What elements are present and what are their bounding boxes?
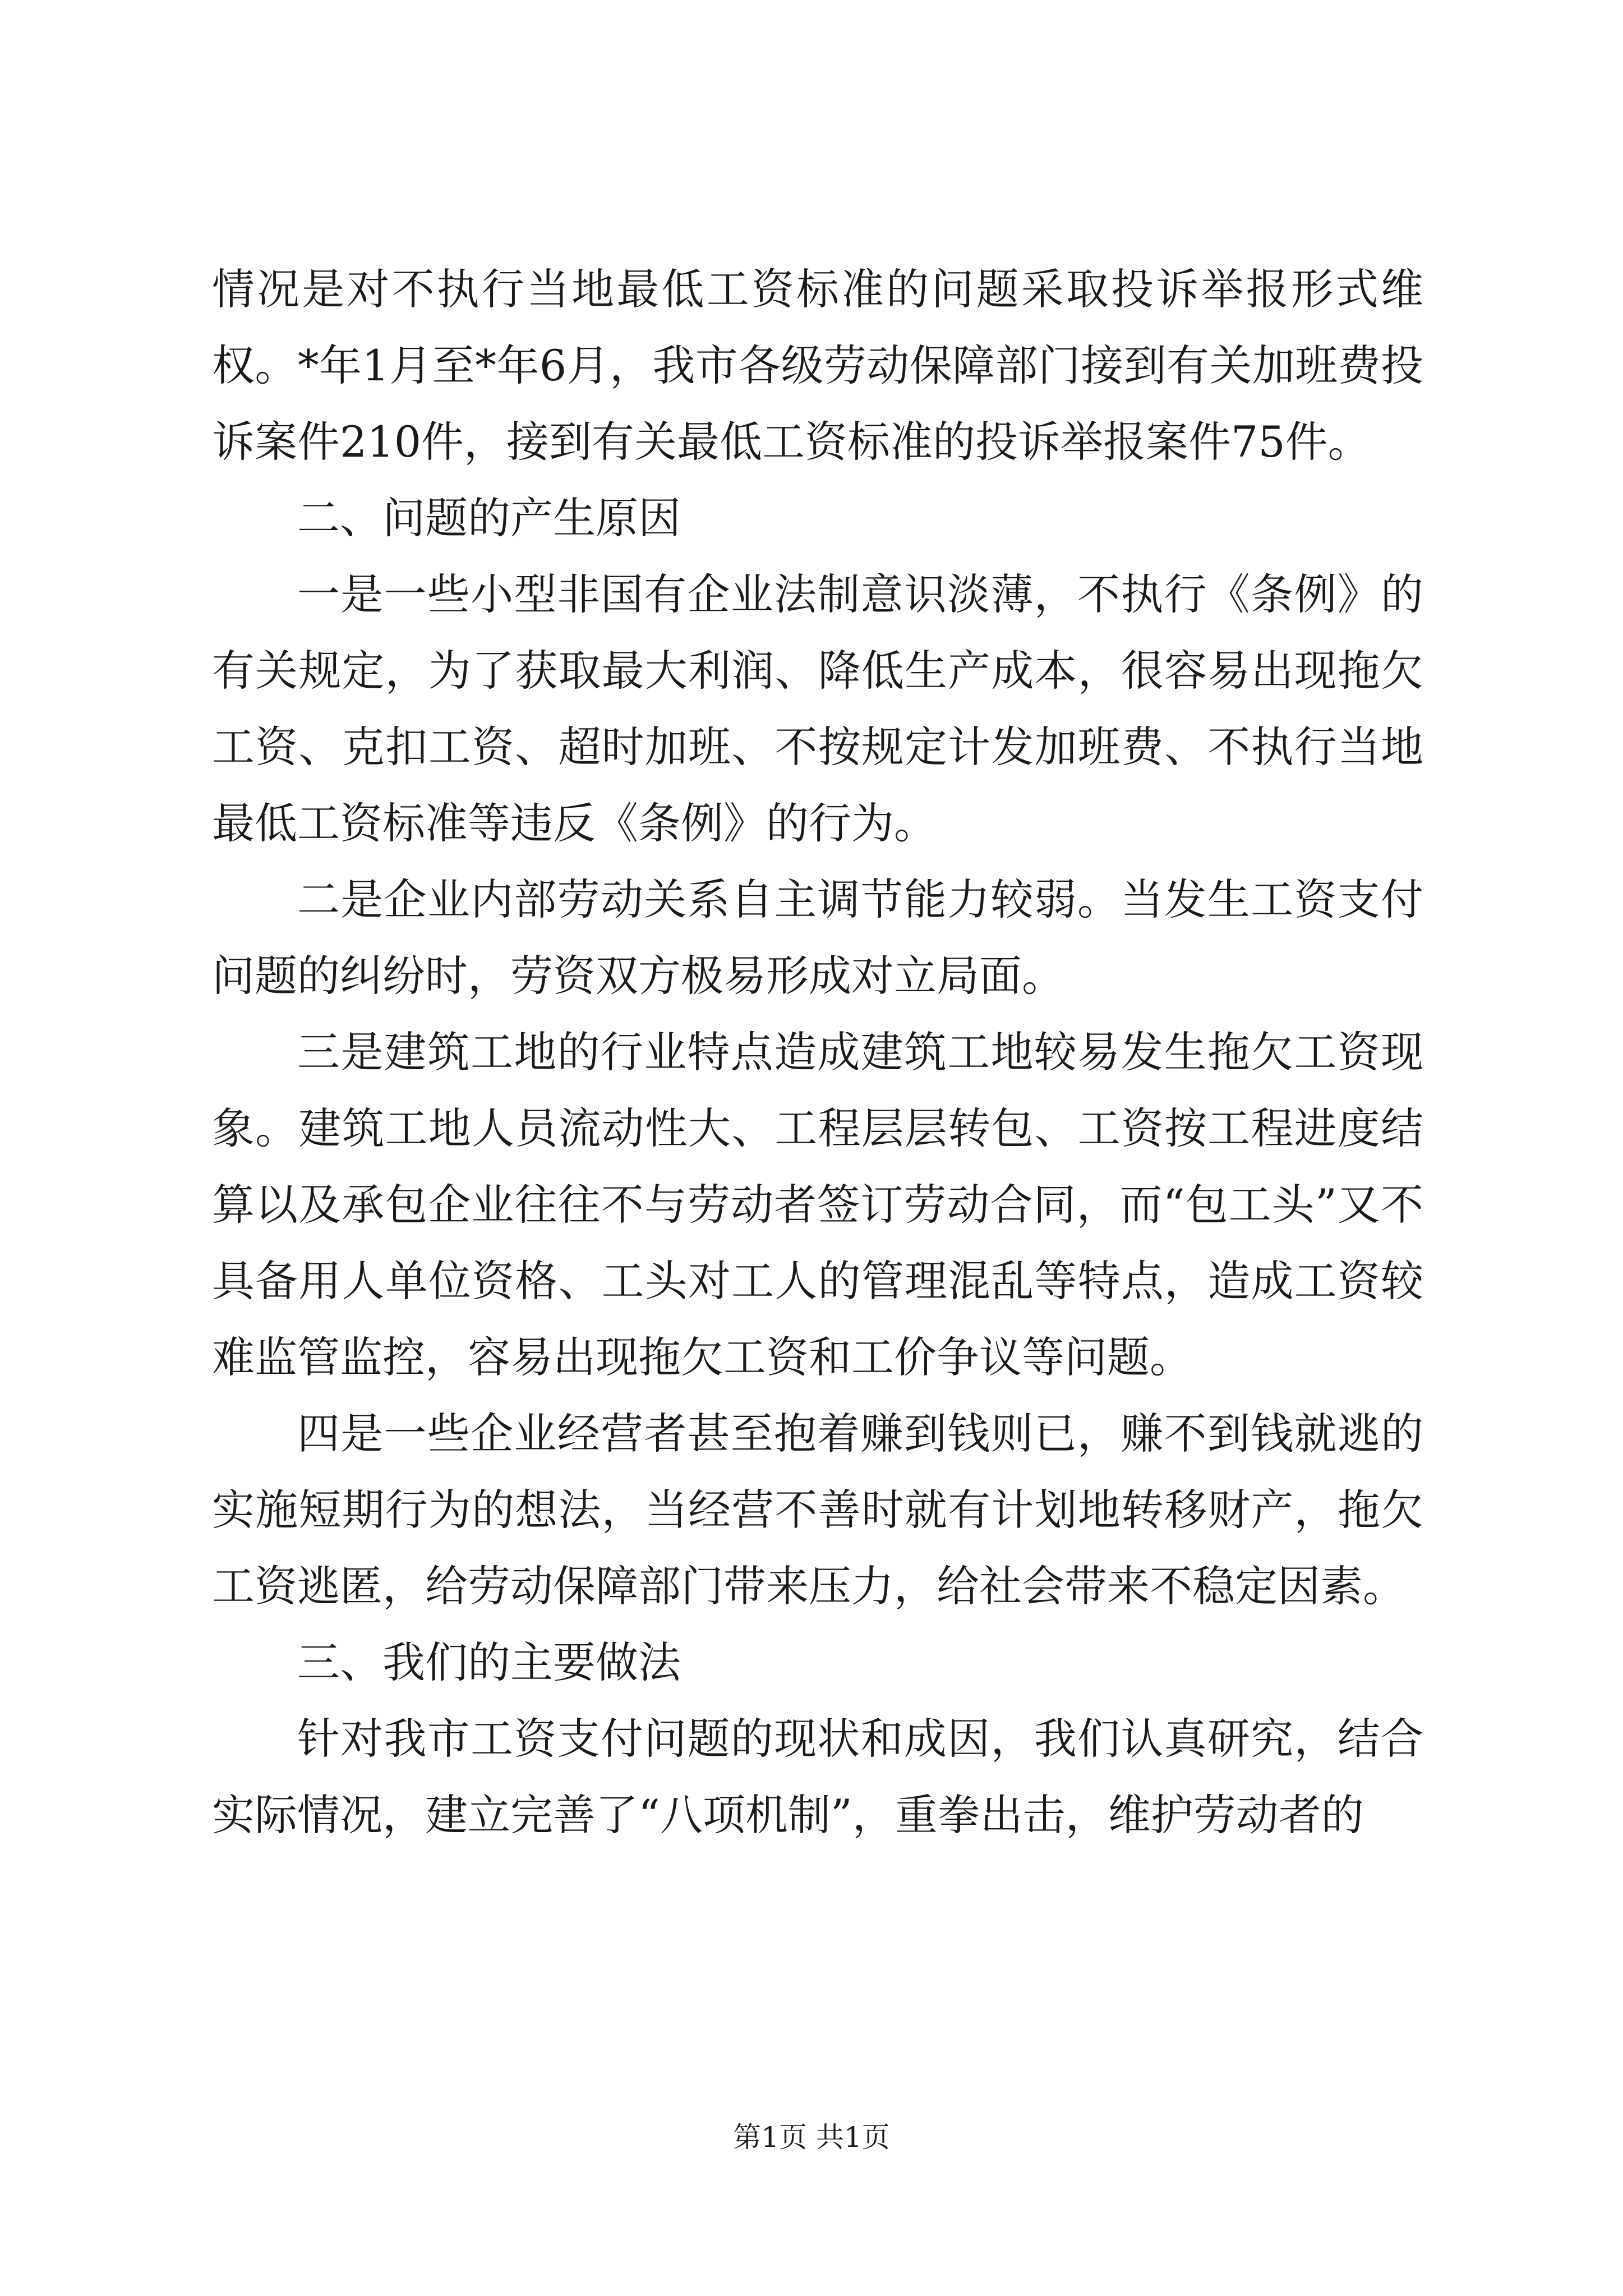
- paragraph-cause-4: 四是一些企业经营者甚至抱着赚到钱则已，赚不到钱就逃的实施短期行为的想法，当经营不善时就有计划地转移财产，拖欠工资逃匿，给劳动保障部门带来压力，给社会带来不稳定因素。: [212, 1409, 1423, 1611]
- section-heading-causes: 二、问题的产生原因: [297, 493, 681, 543]
- document-body: [212, 251, 1423, 1853]
- paragraph-cause-3: 三是建筑工地的行业特点造成建筑工地较易发生拖欠工资现象。建筑工地人员流动性大、工程层层转包、工资按工程进度结算以及承包企业往往不与劳动者签订劳动合同，而“包工头”又不具备用人单位资格、工头对工人的管理混乱等特点，造成工资较难监管监控，容易出现拖欠工资和工价争议等问题。: [212, 1027, 1423, 1382]
- paragraph-practices: 针对我市工资支付问题的现状和成因，我们认真研究，结合实际情况，建立完善了“八项机制”，重拳出击，维护劳动者的: [212, 1714, 1423, 1840]
- paragraph-cause-2: 二是企业内部劳动关系自主调节能力较弱。当发生工资支付问题的纠纷时，劳资双方极易形成对立局面。: [212, 875, 1423, 1001]
- paragraph-cause-1: 一是一些小型非国有企业法制意识淡薄，不执行《条例》的有关规定，为了获取最大利润、降低生产成本，很容易出现拖欠工资、克扣工资、超时加班、不按规定计发加班费、不执行当地最低工资标准等违反《条例》的行为。: [212, 569, 1423, 848]
- page-footer: 第1页 共1页: [733, 2121, 890, 2154]
- section-heading-practices: 三、我们的主要做法: [297, 1637, 681, 1687]
- paragraph-continuation: 情况是对不执行当地最低工资标准的问题采取投诉举报形式维权。*年1月至*年6月，我市各级劳动保障部门接到有关加班费投诉案件210件，接到有关最低工资标准的投诉举报案件75件。: [212, 264, 1423, 467]
